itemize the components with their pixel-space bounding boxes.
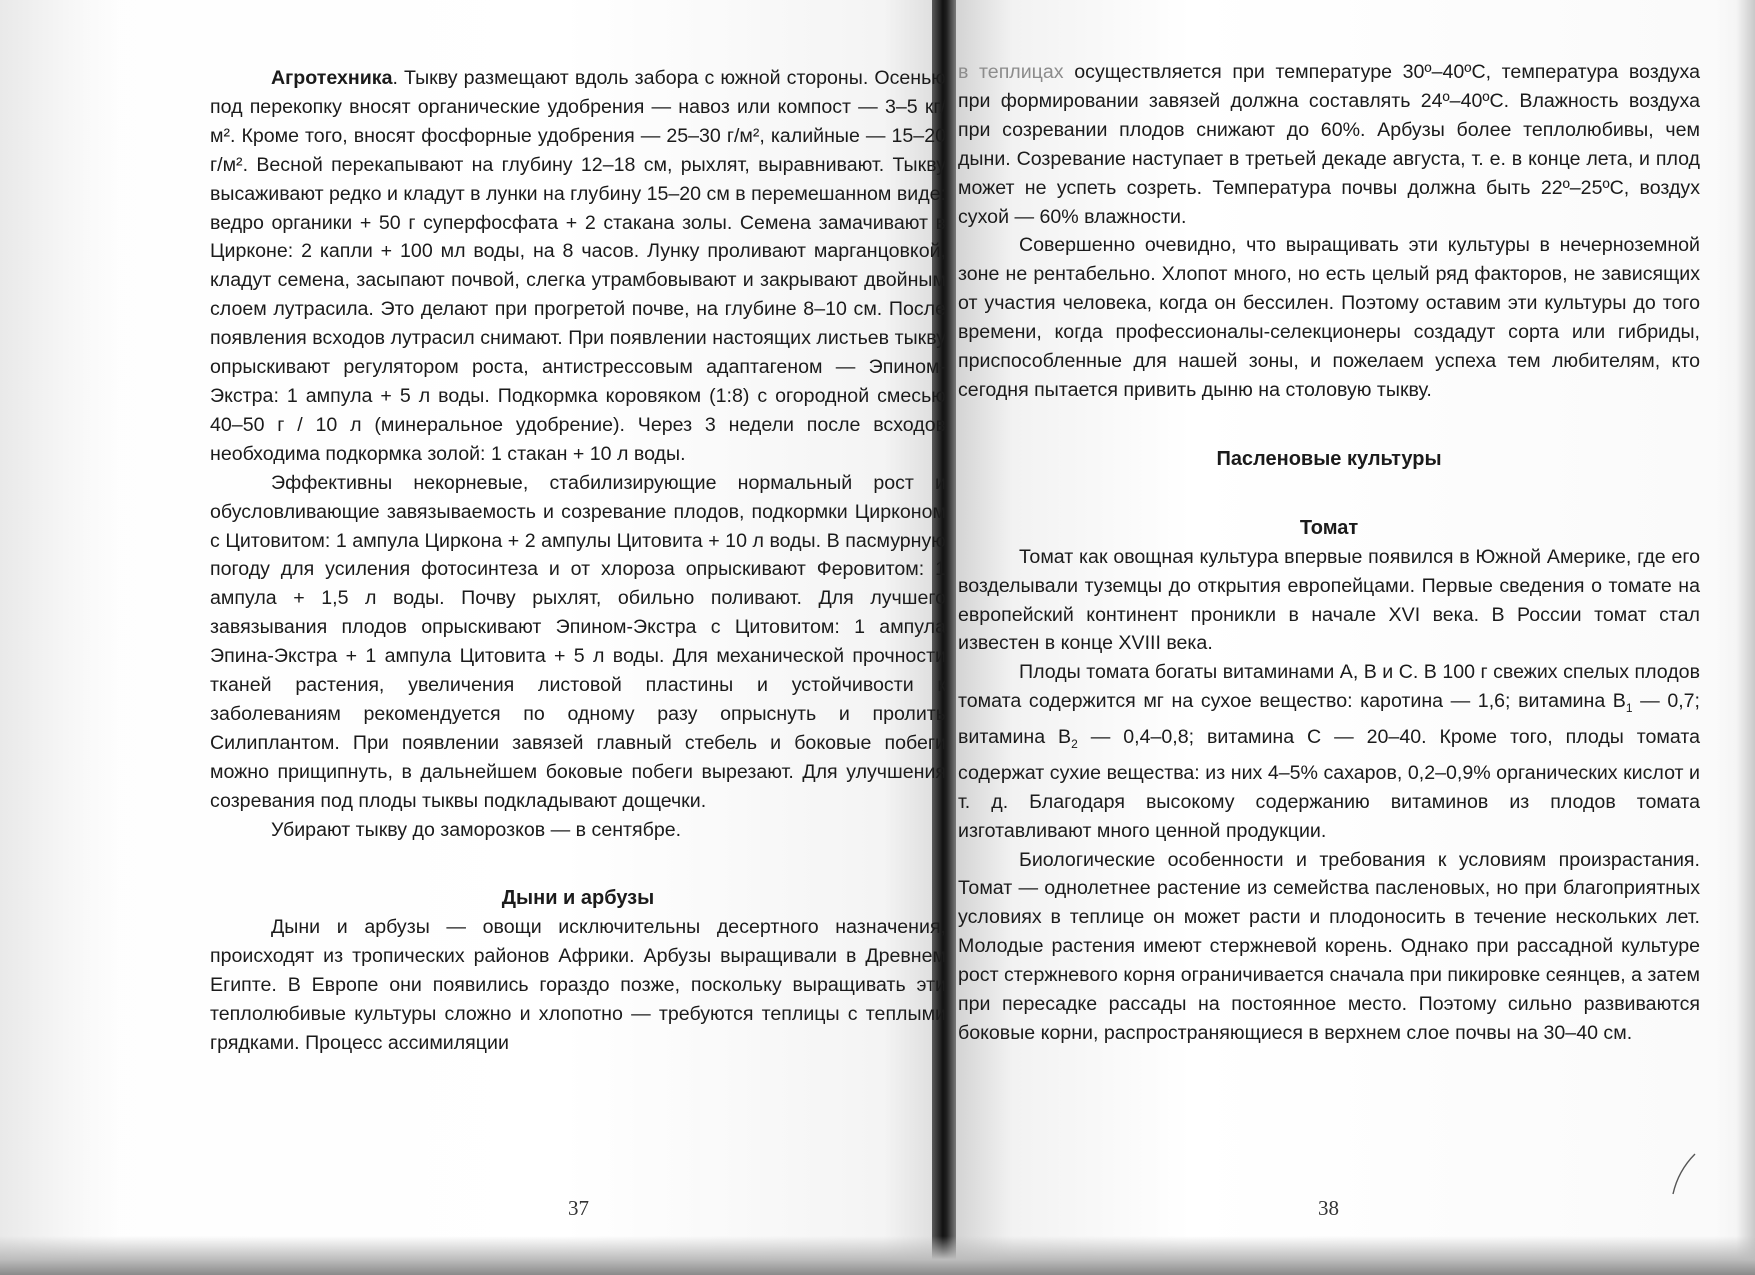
paragraph-tomato-vitamins (958, 658, 1700, 845)
paragraph-continuation (958, 58, 1700, 231)
subsection-heading-tomato: Томат (1299, 516, 1359, 539)
text-run: — 0,7; витамина В (958, 690, 1701, 749)
paragraph-text: осуществляется при температуре 30º–40ºС, температура воздуха при формировании завязей должна составлять 24º–40ºС. Влажность воздуха при созревании плодов снижают до 60%. Арбузы более теплолюбивы, чем дыни. Созревание наступает в третьей декаде августа, т. е. в конце лета, и плод может не успеть созреть. Температура почвы должна быть 22º–25ºС, воздух сухой — 60% влажности. (958, 61, 1700, 228)
spacer (958, 474, 1700, 514)
subscript: 2 (1071, 736, 1078, 751)
spacer (210, 844, 946, 884)
scan-edge (1737, 0, 1755, 1275)
page-bottom-shadow (0, 1236, 1755, 1275)
paragraph-foliar-feeding: Эффективны некорневые, стабилизирующие нормальный рост и обусловливающие завязываемость и созревание плодов, подкормки Цирконом с Цитовитом: 1 ампула Циркона + 2 ампулы Цитовита + 10 л воды. В пасмурную погоду для усиления фотосинтеза и от хлороза опрыскивают Феровитом: 1 ампула + 1,5 л воды. Почву рыхлят, обильно поливают. Для лучшего завязывания плодов опрыскивают Эпином-Экстра с Цитовитом: 1 ампула Эпина-Экстра + 1 ампула Цитовита + 5 л воды. Для механической прочности тканей растения, увеличения листовой пластины и устойчивости к заболеваниям рекомендуется по одному разу опрыснуть и пролить Силиплантом. При появлении завязей главный стебель и боковые побеги можно прищипнуть, в дальнейшем боковые побеги вырезают. Для улучшения созревания под плоды тыквы подкладывают дощечки. (210, 471, 946, 812)
spacer (958, 405, 1700, 445)
paragraph-melons: Дыни и арбузы — овощи исключительны десертного назначения, происходят из тропических районов Африки. Арбузы выращивали в Древнем Египте. В Европе они появились гораздо позже, поскольку выращивать эти теплолюбивые культуры сложно и хлопотно — требуются теплицы с теплыми грядками. Процесс ассимиляции (210, 916, 946, 1054)
subscript: 1 (1625, 701, 1633, 716)
paragraph-conclusion: Совершенно очевидно, что выращивать эти культуры в нечерноземной зоне не рентабельно. Хлопот много, но есть целый ряд факторов, не зависящих от участия человека, когда он бессилен. Поэтому оставим эти культуры до того времени, когда профессионалы-селекционеры создадут сорта или гибриды, приспособленные для нашей зоны, и пожелаем успеха тем любителям, кто сегодня пытается привить дыню на столовую тыкву. (958, 234, 1700, 401)
right-page-text (958, 58, 1700, 1048)
section-heading-nightshade: Пасленовые культуры (1216, 447, 1442, 470)
paragraph-harvest: Убирают тыкву до заморозков — в сентябре. (271, 818, 682, 841)
pencil-mark-icon (1665, 1150, 1705, 1200)
text-run: Плоды томата богаты витаминами А, В и С. В 100 г свежих спелых плодов томата содержится мг на сухое вещество: каротина — 1,6; витамина В (958, 661, 1700, 713)
page-number-right: 38 (1318, 1196, 1339, 1220)
section-heading-melons: Дыни и арбузы (501, 887, 655, 910)
paragraph-agrotechnics (210, 64, 946, 469)
paragraph-tomato-biology: Биологические особенности и требования к условиям произрастания. Томат — однолетнее растение из семейства пасленовых, но при благоприятных условиях в теплице он может расти и плодоносить в течение нескольких лет. Молодые растения имеют стержневой корень. Однако при рассадной культуре рост стержневого корня ограничивается сначала при пикировке сеянцев, а затем при пересадке рассады на постоянное место. Поэтому сильно развиваются боковые корни, распространяющиеся в верхнем слое почвы на 30–40 см. (958, 848, 1700, 1044)
page-edge-shadow (0, 0, 118, 1275)
run-in-heading: Агротехника (271, 67, 393, 89)
paragraph-tomato-history: Томат как овощная культура впервые появился в Южной Америке, где его возделывали туземцы до открытия европейцами. Первые сведения о томате на европейский континент проникли в начале XVI века. В России томат стал известен в конце XVIII века. (958, 545, 1700, 655)
left-page-text (210, 64, 946, 1058)
paragraph-text: . Тыкву размещают вдоль забора с южной стороны. Осенью под перекопку вносят органические удобрения — навоз или компост — 3–5 кг/м². Кроме того, вносят фосфорные удобрения — 25–30 г/м², калийные — 15–20 г/м². Весной перекапывают на глубину 12–18 см, рыхлят, выравнивают. Тыкву высаживают редко и кладут в лунки на глубину 15–20 см в перемешанном виде: ведро органики + 50 г суперфосфата + 2 стакана золы. Семена замачивают в Цирконе: 2 капли + 100 мл воды, на 8 часов. Лунку проливают марганцовкой, кладут семена, засыпают почвой, слегка утрамбовывают и закрывают двойным слоем лутрасила. Это делают при прогретой почве, на глубине 8–10 см. После появления всходов лутрасил снимают. При появлении настоящих листьев тыкву опрыскивают регулятором роста, антистрессовым адаптагеном — Эпином-Экстра: 1 ампула + 5 л воды. Подкормка коровяком (1:8) с огородной смесью 40–50 г / 10 л (минеральное удобрение). Через 3 недели после всходов необходима подкормка золой: 1 стакан + 10 л воды. (210, 67, 946, 465)
page-number-left: 37 (568, 1196, 589, 1220)
gutter-faded-text: в теплицах (958, 61, 1064, 83)
text-run: — 0,4–0,8; витамина С — 20–40. Кроме того, плоды томата содержат сухие вещества: из них 4–5% сахаров, 0,2–0,9% органических кислот и т. д. Благодаря высокому содержанию витаминов из плодов томата изготавливают много ценной продукции. (958, 726, 1701, 842)
